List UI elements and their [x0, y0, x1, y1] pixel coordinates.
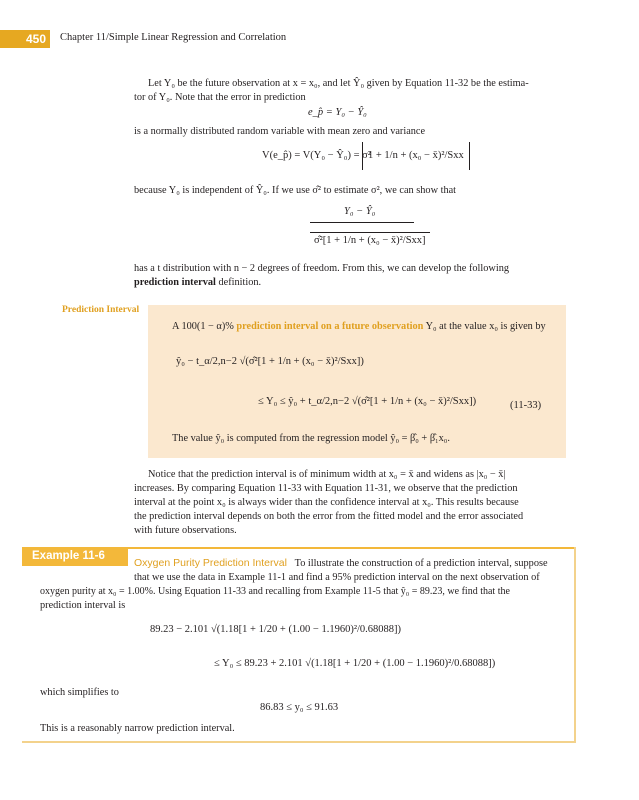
definition-note: The value ŷ₀ is computed from the regression model ŷ₀ = β̂₀ + β̂₁x₀. [172, 433, 450, 444]
after-line-1: Notice that the prediction interval is of minimum width at x₀ = x̄ and widens as |x₀ − x̄| [148, 469, 506, 480]
after-line-3: interval at the point x₀ is always wider than the confidence interval at x₀. This results because [134, 497, 519, 508]
definition-upper-bound: ≤ Y₀ ≤ ŷ₀ + t_α/2,n−2 √(σ̂²[1 + 1/n + (x₀ − x̄)²/Sxx]) [258, 396, 477, 407]
definition-lower-bound: ŷ₀ − t_α/2,n−2 √(σ̂²[1 + 1/n + (x₀ − x̄)²/Sxx]) [176, 356, 364, 367]
intro-line-6 [134, 276, 564, 290]
variance-equation-bracket: 1 + 1/n + (x₀ − x̄)²/Sxx [362, 142, 470, 170]
example-right-rule [574, 547, 576, 743]
after-line-5: with future observations. [134, 525, 237, 536]
example-line-1-text: To illustrate the construction of a prediction interval, suppose [294, 558, 548, 569]
definition-lead-a: A 100(1 − α)% [172, 321, 237, 332]
intro-line-3: is a normally distributed random variable with mean zero and variance [134, 126, 426, 137]
example-calc-upper: ≤ Y₀ ≤ 89.23 + 2.101 √(1.18[1 + 1/20 + (1.00 − 1.1960)²/0.68088]) [214, 658, 496, 669]
example-top-rule [128, 547, 576, 549]
chapter-title: Chapter 11/Simple Linear Regression and Correlation [60, 32, 287, 43]
page-number: 450 [0, 30, 50, 48]
equation-number: (11-33) [510, 400, 542, 411]
prediction-interval-term: prediction interval [134, 277, 216, 288]
example-closing: This is a reasonably narrow prediction interval. [40, 723, 235, 734]
intro-line-1: Let Y₀ be the future observation at x = x₀, and let Ŷ₀ given by Equation 11-32 be the estima- [148, 78, 529, 89]
after-line-4: the prediction interval depends on both the error from the fitted model and the error associated [134, 511, 524, 522]
intro-line-5 [134, 262, 564, 276]
variance-equation-lhs: V(e_p̂) = V(Y₀ − Ŷ₀) = σ² [262, 150, 371, 161]
definition-lead [172, 320, 562, 334]
example-label: Example 11-6 [22, 547, 128, 566]
example-simplifies: which simplifies to [40, 687, 119, 698]
intro-line-6-rest: definition. [215, 277, 262, 288]
after-line-2: increases. By comparing Equation 11-33 with Equation 11-31, we observe that the prediction [134, 483, 518, 494]
example-line-4: prediction interval is [40, 600, 126, 611]
statistic-denominator: σ̂²[1 + 1/n + (x₀ − x̄)²/Sxx] [310, 232, 430, 248]
example-title: Oxygen Purity Prediction Interval [134, 557, 287, 569]
intro-line-4: because Y₀ is independent of Ŷ₀. If we use σ̂² to estimate σ², we can show that [134, 185, 457, 196]
statistic-numerator: Y₀ − Ŷ₀ [344, 206, 376, 217]
intro-line-5-text: has a t distribution with n − 2 degrees of freedom. From this, we can develop the following [134, 263, 509, 274]
definition-lead-b: Y₀ at the value x₀ is given by [423, 321, 546, 332]
fraction-bar [310, 222, 414, 223]
error-equation: e_p̂ = Y₀ − Ŷ₀ [308, 107, 367, 118]
intro-line-2: tor of Y₀. Note that the error in prediction [134, 92, 306, 103]
example-line-3: oxygen purity at x₀ = 1.00%. Using Equation 11-33 and recalling from Example 11-5 that ŷ₀ = 89.23, we find that the [40, 586, 510, 597]
example-bottom-rule [22, 741, 576, 743]
margin-label-prediction-interval: Prediction Interval [62, 305, 140, 315]
example-line-1 [134, 556, 570, 571]
example-calc-lower: 89.23 − 2.101 √(1.18[1 + 1/20 + (1.00 − 1.1960)²/0.68088]) [150, 624, 402, 635]
definition-highlight: prediction interval on a future observation [236, 321, 424, 332]
example-result: 86.83 ≤ y₀ ≤ 91.63 [260, 702, 339, 713]
example-line-2: that we use the data in Example 11-1 and find a 95% prediction interval on the next observation of [134, 572, 540, 583]
